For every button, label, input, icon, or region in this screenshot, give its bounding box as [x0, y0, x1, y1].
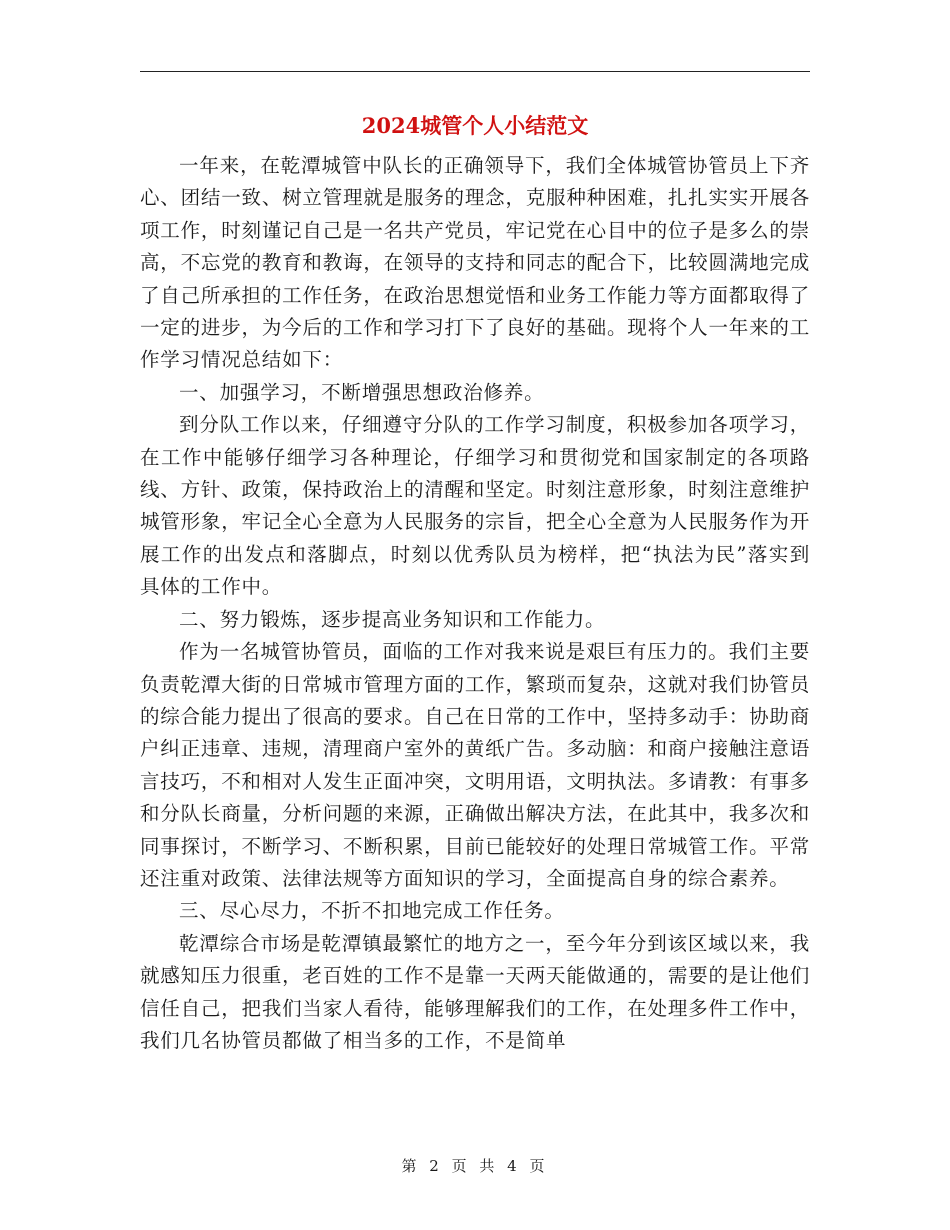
section-heading-3: 三、尽心尽力，不折不扣地完成工作任务。: [179, 899, 565, 923]
section-heading-1: 一、加强学习，不断增强思想政治修养。: [179, 380, 545, 404]
paragraph-section-1: 到分队工作以来，仔细遵守分队的工作学习制度，积极参加各项学习，在工作中能够仔细学习各种理论，仔细学习和贯彻党和国家制定的各项路线、方针、政策，保持政治上的清醒和坚定。时刻注意形象，时刻注意维护城管形象，牢记全心全意为人民服务的宗旨，把全心全意为人民服务作为开展工作的出发点和落脚点，时刻以优秀队员为榜样，把“执法为民”落实到具体的工作中。: [140, 413, 810, 599]
paragraph-intro: 一年来，在乾潭城管中队长的正确领导下，我们全体城管协管员上下齐心、团结一致、树立管理就是服务的理念，克服种种困难，扎扎实实开展各项工作，时刻谨记自己是一名共产党员，牢记党在心目中的位子是多么的崇高，不忘党的教育和教诲，在领导的支持和同志的配合下，比较圆满地完成了自己所承担的工作任务，在政治思想觉悟和业务工作能力等方面都取得了一定的进步，为今后的工作和学习打下了良好的基础。现将个人一年来的工作学习情况总结如下：: [140, 154, 810, 372]
paragraph-section-2: 作为一名城管协管员，面临的工作对我来说是艰巨有压力的。我们主要负责乾潭大街的日常城市管理方面的工作，繁琐而复杂，这就对我们协管员的综合能力提出了很高的要求。自己在日常的工作中，坚持多动手：协助商户纠正违章、违规，清理商户室外的黄纸广告。多动脑：和商户接触注意语言技巧，不和相对人发生正面冲突，文明用语，文明执法。多请教：有事多和分队长商量，分析问题的来源，正确做出解决方法，在此其中，我多次和同事探讨，不断学习、不断积累，目前已能较好的处理日常城管工作。平常还注重对政策、法律法规等方面知识的学习，全面提高自身的综合素养。: [140, 640, 810, 890]
document-body: [140, 150, 810, 1057]
header-rule: [140, 71, 810, 72]
section-heading-2: 二、努力锻炼，逐步提高业务知识和工作能力。: [179, 607, 606, 631]
document-title: 2024城管个人小结范文: [361, 113, 589, 138]
page-number-footer: 第 2 页 共 4 页: [401, 1157, 549, 1175]
paragraph-section-3: 乾潭综合市场是乾潭镇最繁忙的地方之一，至今年分到该区域以来，我就感知压力很重，老百姓的工作不是靠一天两天能做通的，需要的是让他们信任自己，把我们当家人看待，能够理解我们的工作，在处理多件工作中，我们几名协管员都做了相当多的工作，不是简单: [140, 931, 810, 1052]
